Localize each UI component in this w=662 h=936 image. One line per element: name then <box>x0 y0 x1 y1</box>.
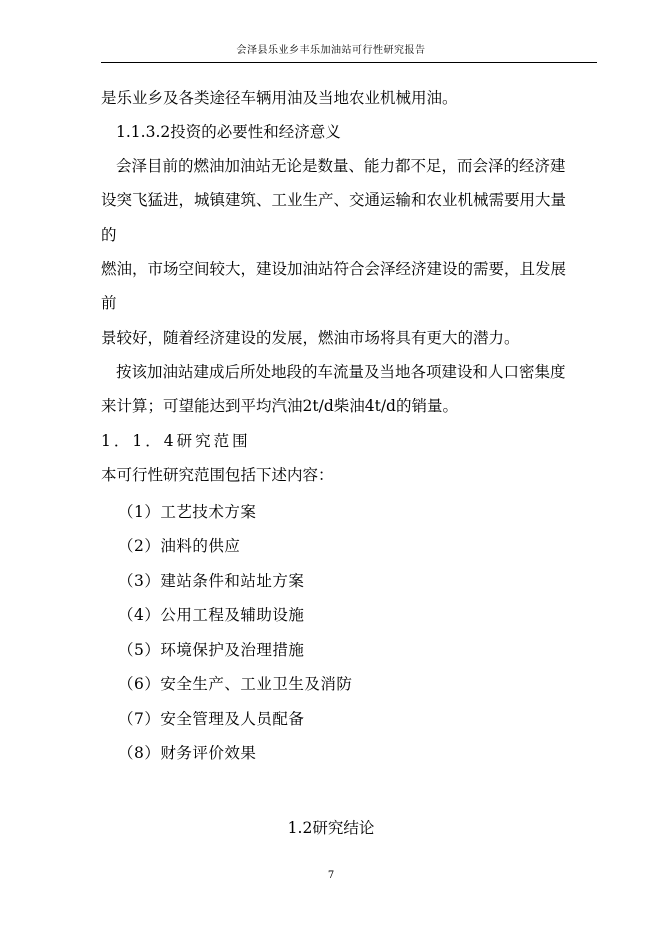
paragraph-line: 设突飞猛进，城镇建筑、工业生产、交通运输和农业机械需要用大量 <box>101 191 567 209</box>
paragraph-line: 本可行性研究范围包括下述内容： <box>101 466 334 484</box>
scope-list-item: （1）工艺技术方案 <box>118 503 257 521</box>
paragraph-line: 会泽目前的燃油加油站无论是数量、能力都不足，而会泽的经济建 <box>116 157 566 175</box>
scope-list-item: （7）安全管理及人员配备 <box>118 710 305 728</box>
section-title: 1.2研究结论 <box>287 819 375 837</box>
paragraph-line: 是乐业乡及各类途径车辆用油及当地农业机械用油。 <box>101 89 458 107</box>
scope-list-item: （3）建站条件和站址方案 <box>118 572 305 590</box>
subsection-heading: 1.1.3.2投资的必要性和经济意义 <box>116 123 341 141</box>
scope-list-item: （2）油料的供应 <box>118 537 241 555</box>
scope-list-item: （6）安全生产、工业卫生及消防 <box>118 675 353 693</box>
paragraph-line: 的 <box>101 226 117 244</box>
header-divider <box>101 62 597 63</box>
page-number: 7 <box>327 870 335 881</box>
scope-list-item: （5）环境保护及治理措施 <box>118 641 305 659</box>
running-header: 会泽县乐业乡丰乐加油站可行性研究报告 <box>236 45 426 56</box>
subsection-heading: 1．1．4研究范围 <box>101 432 251 450</box>
paragraph-line: 按该加油站建成后所处地段的车流量及当地各项建设和人口密集度 <box>116 363 566 381</box>
paragraph-line: 景较好，随着经济建设的发展，燃油市场将具有更大的潜力。 <box>101 329 520 347</box>
paragraph-line: 前 <box>101 294 117 312</box>
scope-list-item: （4）公用工程及辅助设施 <box>118 606 305 624</box>
paragraph-line: 来计算；可望能达到平均汽油2t/d柴油4t/d的销量。 <box>101 397 458 415</box>
scope-list-item: （8）财务评价效果 <box>118 744 257 762</box>
paragraph-line: 燃油，市场空间较大，建设加油站符合会泽经济建设的需要，且发展 <box>101 260 567 278</box>
